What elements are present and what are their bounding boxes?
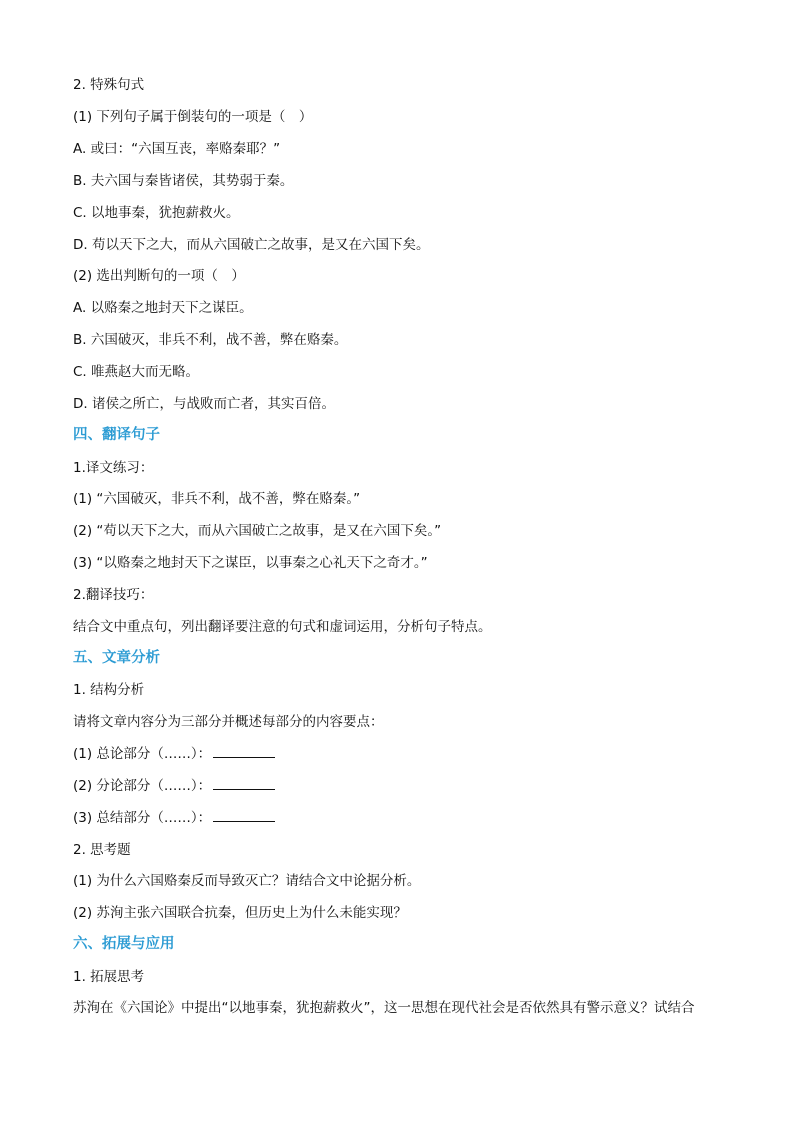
translation-skills-title: 2.翻译技巧： — [73, 587, 154, 603]
extension-thinking-title: 1. 拓展思考 — [73, 969, 145, 985]
question-1-option-c: C. 以地事秦，犹抱薪救火。 — [73, 205, 240, 221]
structure-part-3-label: (3) 总结部分（……）： — [73, 810, 212, 826]
extension-thinking-text: 苏洵在《六国论》中提出“以地事秦，犹抱薪救火”，这一思想在现代社会是否依然具有警示意义？试结合 — [73, 1000, 695, 1016]
question-2-stem: (2) 选出判断句的一项（ ） — [73, 268, 245, 284]
answer-blank — [213, 777, 275, 790]
thinking-question-1: (1) 为什么六国赂秦反而导致灭亡？请结合文中论据分析。 — [73, 873, 421, 889]
structure-analysis-instruction: 请将文章内容分为三部分并概述每部分的内容要点： — [73, 714, 384, 730]
structure-part-1-label: (1) 总论部分（……）： — [73, 746, 212, 762]
structure-analysis-title: 1. 结构分析 — [73, 682, 145, 698]
question-2-option-d: D. 诸侯之所亡，与战败而亡者，其实百倍。 — [73, 396, 335, 412]
question-1-option-a: A. 或曰：“六国互丧，率赂秦耶？” — [73, 141, 281, 157]
question-2-option-a: A. 以赂秦之地封天下之谋臣。 — [73, 300, 253, 316]
structure-part-2 — [73, 777, 275, 795]
question-2-option-b: B. 六国破灭，非兵不利，战不善，弊在赂秦。 — [73, 332, 348, 348]
structure-part-1 — [73, 745, 275, 763]
section-title-special-sentences: 2. 特殊句式 — [73, 77, 145, 93]
structure-part-3 — [73, 809, 275, 827]
question-1-stem: (1) 下列句子属于倒装句的一项是（ ） — [73, 109, 313, 125]
heading-translate-sentences: 四、翻译句子 — [73, 427, 160, 443]
structure-part-2-label: (2) 分论部分（……）： — [73, 778, 212, 794]
translation-item-1: (1) “六国破灭，非兵不利，战不善，弊在赂秦。” — [73, 491, 361, 507]
translation-skills-text: 结合文中重点句，列出翻译要注意的句式和虚词运用，分析句子特点。 — [73, 619, 492, 635]
question-1-option-b: B. 夫六国与秦皆诸侯，其势弱于秦。 — [73, 173, 294, 189]
translation-practice-title: 1.译文练习： — [73, 460, 154, 476]
translation-item-3: (3) “以赂秦之地封天下之谋臣，以事秦之心礼天下之奇才。” — [73, 555, 428, 571]
heading-extension-application: 六、拓展与应用 — [73, 936, 175, 952]
question-1-option-d: D. 苟以天下之大，而从六国破亡之故事，是又在六国下矣。 — [73, 237, 430, 253]
answer-blank — [213, 809, 275, 822]
heading-article-analysis: 五、文章分析 — [73, 650, 160, 666]
thinking-questions-title: 2. 思考题 — [73, 842, 131, 858]
question-2-option-c: C. 唯燕赵大而无略。 — [73, 364, 200, 380]
translation-item-2: (2) “苟以天下之大，而从六国破亡之故事，是又在六国下矣。” — [73, 523, 442, 539]
thinking-question-2: (2) 苏洵主张六国联合抗秦，但历史上为什么未能实现？ — [73, 905, 407, 921]
answer-blank — [213, 745, 275, 758]
